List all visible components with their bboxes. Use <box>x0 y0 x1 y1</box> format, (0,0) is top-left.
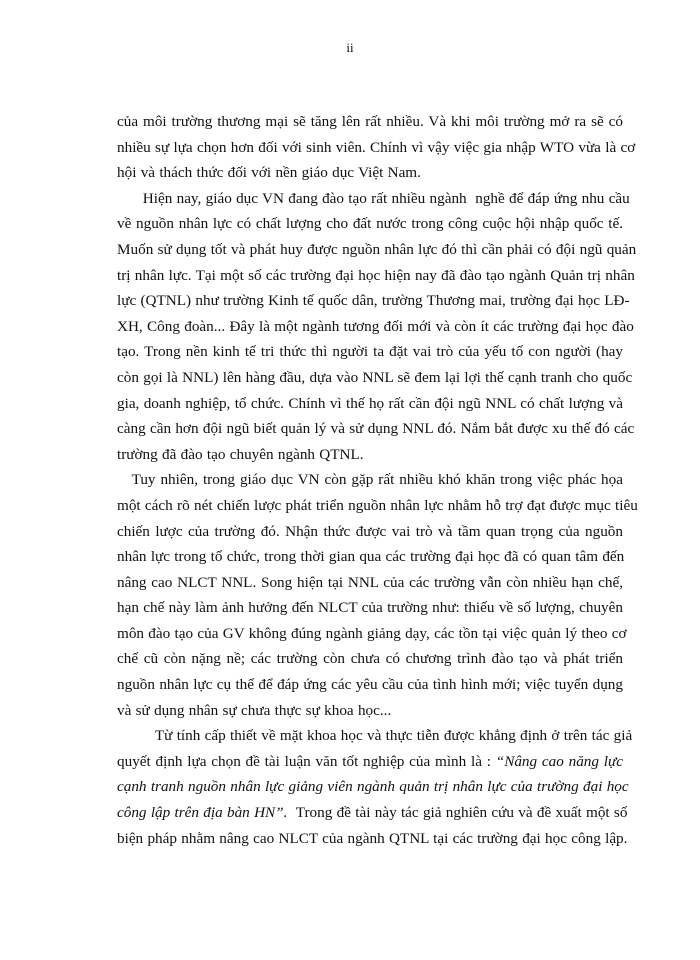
text-line: tạo. Trong nền kinh tế tri thức thì người ta đặt vai trò của yếu tố con người (hay <box>117 343 623 361</box>
text-line: còn gọi là NNL) lên hàng đầu, dựa vào NNL sẽ đem lại lợi thế cạnh tranh cho quốc <box>117 368 633 386</box>
paragraph-wto-intro <box>117 109 636 186</box>
paragraph-education-training <box>117 186 637 468</box>
text-fragment: biện pháp nhằm nâng cao NLCT của ngành QTNL tại các trường đại học công lập. <box>117 829 628 847</box>
text-line: của môi trường thương mại sẽ tăng lên rất nhiều. Và khi môi trường mở ra sẽ có <box>117 113 623 130</box>
text-line: trường đã đào tạo chuyên ngành QTNL. <box>117 445 364 463</box>
text-line: nhân lực trong tổ chức, trong thời gian qua các trường đại học đã có quan tâm đến <box>117 548 625 566</box>
text-line <box>117 800 628 826</box>
text-line: gia, doanh nghiệp, tổ chức. Chính vì thế họ rất cần đội ngũ NNL có chất lượng và <box>117 394 623 412</box>
paragraph-thesis-topic <box>117 723 633 851</box>
text-line: Tuy nhiên, trong giáo dục VN còn gặp rất nhiều khó khăn trong việc phác họa <box>117 471 623 489</box>
text-line: về nguồn nhân lực có chất lượng cho đất nước trong công cuộc hội nhập quốc tế. <box>117 215 623 233</box>
text-line: chiến lược của trường đó. Nhận thức được vai trò và tầm quan trọng của nguồn <box>117 522 623 540</box>
text-line: nâng cao NLCT NNL. Song hiện tại NNL của các trường vẫn còn nhiều hạn chế, <box>117 573 623 591</box>
page-number: ii <box>346 40 354 55</box>
text-line <box>117 826 628 852</box>
thesis-title-fragment: “Nâng cao năng lực <box>495 752 623 770</box>
text-line: và sử dụng nhân sự chưa thực sự khoa học... <box>117 701 392 719</box>
paragraph-challenges <box>117 467 638 723</box>
text-line: môn đào tạo của GV không đúng ngành giảng dạy, các tồn tại việc quản lý theo cơ <box>117 624 627 642</box>
text-line: XH, Công đoàn... Đây là một ngành tương đối mới và còn ít các trường đại học đào <box>117 317 634 335</box>
text-line: nguồn nhân lực cụ thể để đáp ứng các yêu cầu của tình hình mới; việc tuyển dụng <box>117 676 623 694</box>
text-line: Hiện nay, giáo dục VN đang đào tạo rất nhiều ngành nghề để đáp ứng nhu cầu <box>117 189 630 207</box>
text-line: một cách rõ nét chiến lược phát triển nguồn nhân lực nhằm hỗ trợ đạt được mục tiêu <box>117 496 638 514</box>
text-line <box>117 749 623 775</box>
text-line: nhiều sự lựa chọn hơn đối với sinh viên. Chính vì vậy việc gia nhập WTO vừa là cơ <box>117 138 636 156</box>
thesis-title-fragment: công lập trên địa bàn HN”. <box>117 804 288 822</box>
text-line: càng cần hơn đội ngũ biết quản lý và sử dụng NNL đó. Nắm bắt được xu thế đó các <box>117 420 635 438</box>
text-fragment: Trong đề tài này tác giả nghiên cứu và đề xuất một số <box>287 804 628 822</box>
text-fragment: Từ tính cấp thiết về mặt khoa học và thực tiễn được khẳng định ở trên tác giả <box>117 727 633 745</box>
document-body <box>117 109 638 851</box>
text-line: hội và thách thức đối với nền giáo dục Việt Nam. <box>117 164 421 182</box>
text-line: Muốn sử dụng tốt và phát huy được nguồn nhân lực đó thì cần phải có đội ngũ quản <box>117 240 637 258</box>
text-fragment: quyết định lựa chọn đề tài luận văn tốt nghiệp của mình là : <box>117 752 496 770</box>
text-line: hạn chế này làm ảnh hưởng đến NLCT của trường như: thiếu về số lượng, chuyên <box>117 599 623 617</box>
text-line <box>117 774 629 800</box>
text-line: chế cũ còn nặng nề; các trường còn chưa có chương trình đào tạo và phát triển <box>117 650 623 668</box>
thesis-title-fragment: cạnh tranh nguồn nhân lực giảng viên ngành quản trị nhân lực của trường đại học <box>117 778 629 796</box>
text-line: trị nhân lực. Tại một số các trường đại học hiện nay đã đào tạo ngành Quản trị nhân <box>117 266 635 284</box>
text-line: lực (QTNL) như trường Kinh tế quốc dân, trường Thương mai, trường đại học LĐ- <box>117 292 630 310</box>
text-line <box>117 723 633 749</box>
